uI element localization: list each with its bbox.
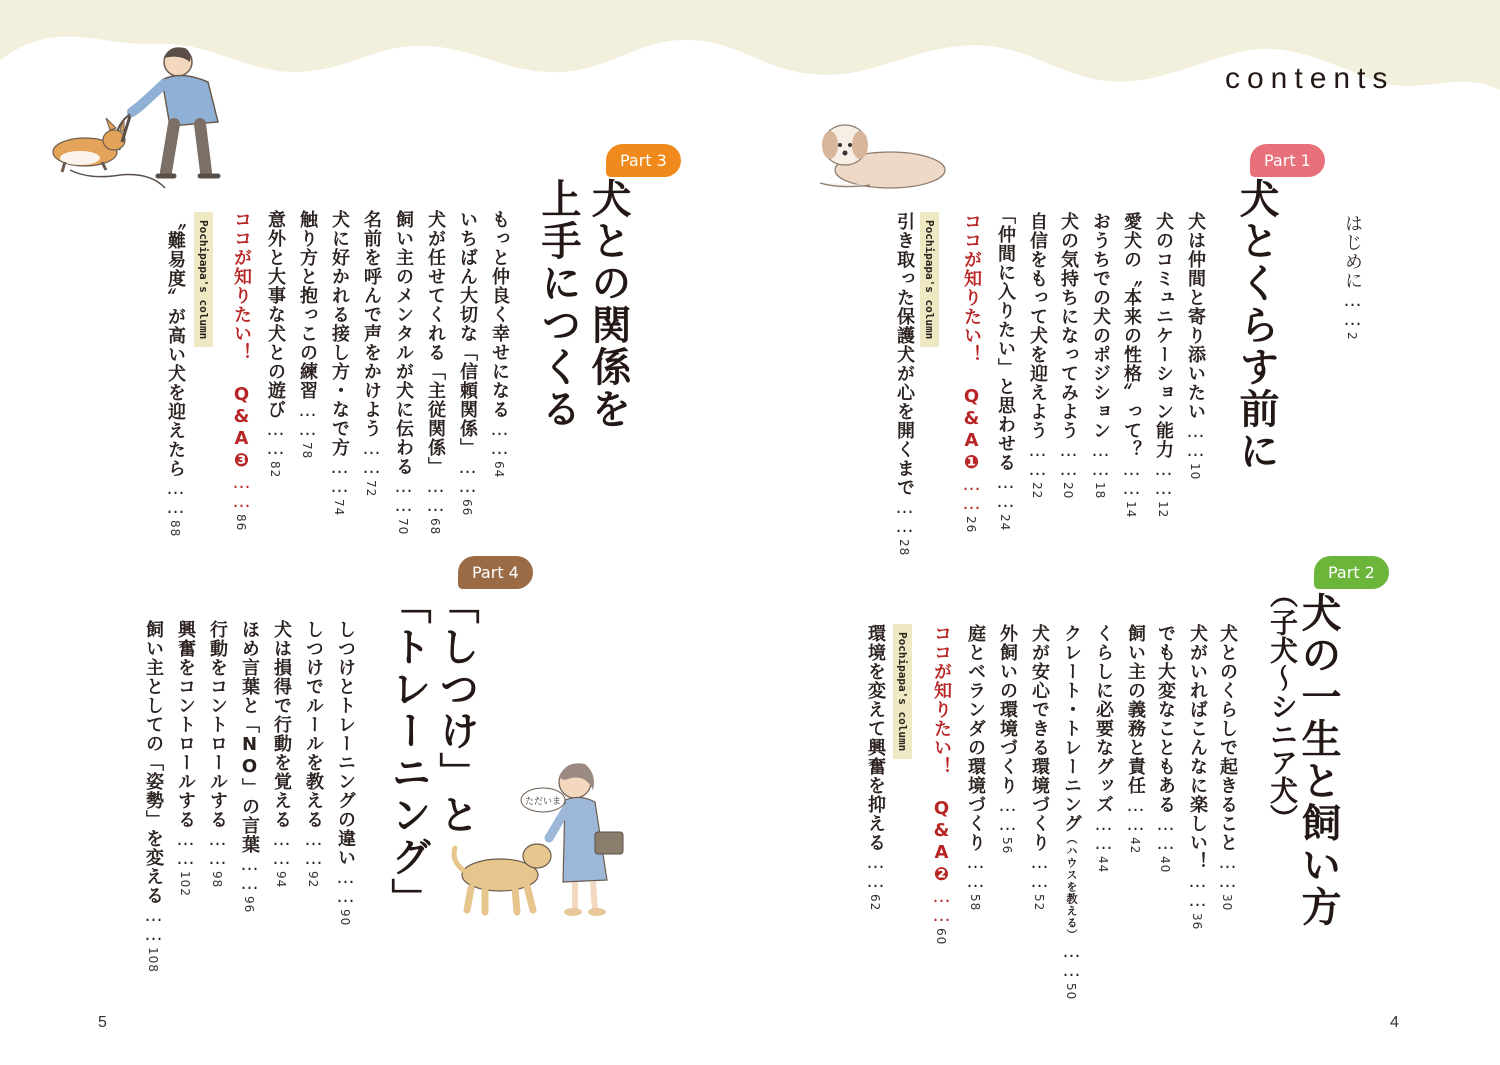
column-badge: Pochipapa's column xyxy=(920,212,939,347)
part3-badge: Part 3 xyxy=(606,144,681,177)
toc-entry[interactable]: 「仲間に入りたい」と思わせる……24 xyxy=(995,206,1016,532)
column-badge: Pochipapa's column xyxy=(194,212,213,347)
part2-badge: Part 2 xyxy=(1314,556,1389,589)
toc-entry[interactable]: 自信をもって犬を迎えよう……22 xyxy=(1027,212,1048,500)
toc-entry[interactable]: 飼い主の義務と責任……42 xyxy=(1125,624,1146,855)
toc-entry[interactable]: でも大変なこともある……40 xyxy=(1155,624,1176,874)
toc-entry[interactable]: 犬が安心できる環境づくり……52 xyxy=(1029,624,1050,912)
toc-entry[interactable]: もっと仲良く幸せになる……64 xyxy=(489,210,510,479)
entry-label: はじめに xyxy=(1342,214,1363,290)
person-corgi-illustration xyxy=(40,40,240,200)
part4-badge: Part 4 xyxy=(458,556,533,589)
toc-entry[interactable]: 触り方と抱っこの練習……78 xyxy=(297,210,318,460)
page-number-right: 4 xyxy=(1390,1014,1399,1031)
toc-entry-qa[interactable]: ココが知りたい！ Q&A❸……86 xyxy=(231,210,252,532)
part3-title-line2: 上手につくる xyxy=(535,178,581,430)
toc-entry[interactable]: 犬は損得で行動を覚える……94 xyxy=(271,620,292,889)
toc-intro[interactable] xyxy=(1343,214,1361,341)
toc-entry[interactable]: しつけとトレーニングの違い……90 xyxy=(335,620,356,927)
toc-entry[interactable]: クレート・トレーニング（ハウスを教える）……50 xyxy=(1061,624,1082,1001)
toc-entry[interactable]: おうちでの犬のポジション……18 xyxy=(1090,212,1111,500)
toc-entry[interactable]: 愛犬の〝本来の性格〟って？……14 xyxy=(1121,212,1142,519)
toc-entry[interactable]: 犬に好かれる接し方・なで方……74 xyxy=(329,210,350,517)
part4-title-line2: 「トレーニング」 xyxy=(385,584,431,920)
contents-heading: contents xyxy=(1225,62,1395,95)
toc-entry[interactable]: 興奮をコントロールする……102 xyxy=(175,620,196,897)
part2-subtitle: （子犬〜シニア犬） xyxy=(1266,580,1299,832)
part3-title-line1: 犬との関係を xyxy=(585,178,631,430)
page-number-left: 5 xyxy=(98,1014,107,1031)
toc-entry[interactable]: 外飼いの環境づくり……56 xyxy=(997,624,1018,855)
entry-dots: …… xyxy=(1342,290,1363,328)
toc-entry-column[interactable]: 環境を変えて興奮を抑える……62 xyxy=(865,624,886,912)
toc-entry[interactable]: 名前を呼んで声をかけよう……72 xyxy=(361,210,382,498)
toc-entry[interactable]: くらしに必要なグッズ……44 xyxy=(1093,624,1114,874)
toc-entry[interactable]: ほめ言葉と「NO」の言葉……96 xyxy=(239,620,260,914)
column-badge: Pochipapa's column xyxy=(893,624,912,759)
toc-entry[interactable]: 行動をコントロールする……98 xyxy=(207,620,228,889)
toc-entry[interactable]: 飼い主のメンタルが犬に伝わる……70 xyxy=(393,210,414,536)
toc-entry-qa[interactable]: ココが知りたい！ Q&A❷……60 xyxy=(931,624,952,946)
toc-entry[interactable]: しつけでルールを教える……92 xyxy=(303,620,324,889)
part1-title: 犬とくらす前に xyxy=(1233,178,1279,472)
toc-entry[interactable]: 飼い主としての「姿勢」を変える……108 xyxy=(143,620,164,973)
toc-entry[interactable]: 庭とベランダの環境づくり……58 xyxy=(965,624,986,912)
toc-entry[interactable]: 犬が任せてくれる「主従関係」……68 xyxy=(425,210,446,536)
speech-bubble-text: ただいま xyxy=(524,797,562,807)
toc-entry[interactable]: 意外と大事な犬との遊び……82 xyxy=(265,210,286,479)
toc-entry[interactable]: 犬とのくらしで起きること……30 xyxy=(1217,624,1238,912)
toc-entry[interactable]: 犬の気持ちになってみよう……20 xyxy=(1058,212,1079,500)
part1-badge: Part 1 xyxy=(1250,144,1325,177)
part4-title-line1: 「しつけ」と xyxy=(433,584,479,836)
toc-entry[interactable]: 犬がいればこんなに楽しい！……36 xyxy=(1187,624,1208,931)
toc-entry-column[interactable]: 引き取った保護犬が心を開くまで……28 xyxy=(894,212,915,557)
toc-entry[interactable]: 犬は仲間と寄り添いたい……10 xyxy=(1185,212,1206,481)
shih-tzu-illustration xyxy=(810,115,950,195)
toc-entry-column[interactable]: 〝難易度〟が高い犬を迎えたら……88 xyxy=(165,212,186,538)
part2-title: 犬の一生と飼い方 xyxy=(1295,592,1341,928)
entry-page: 2 xyxy=(1345,332,1359,341)
toc-entry[interactable]: 犬のコミュニケーション能力……12 xyxy=(1153,212,1174,519)
toc-entry[interactable]: いちばん大切な「信頼関係」……66 xyxy=(457,210,478,517)
toc-entry-qa[interactable]: ココが知りたい！ Q&A❶……26 xyxy=(961,212,982,534)
